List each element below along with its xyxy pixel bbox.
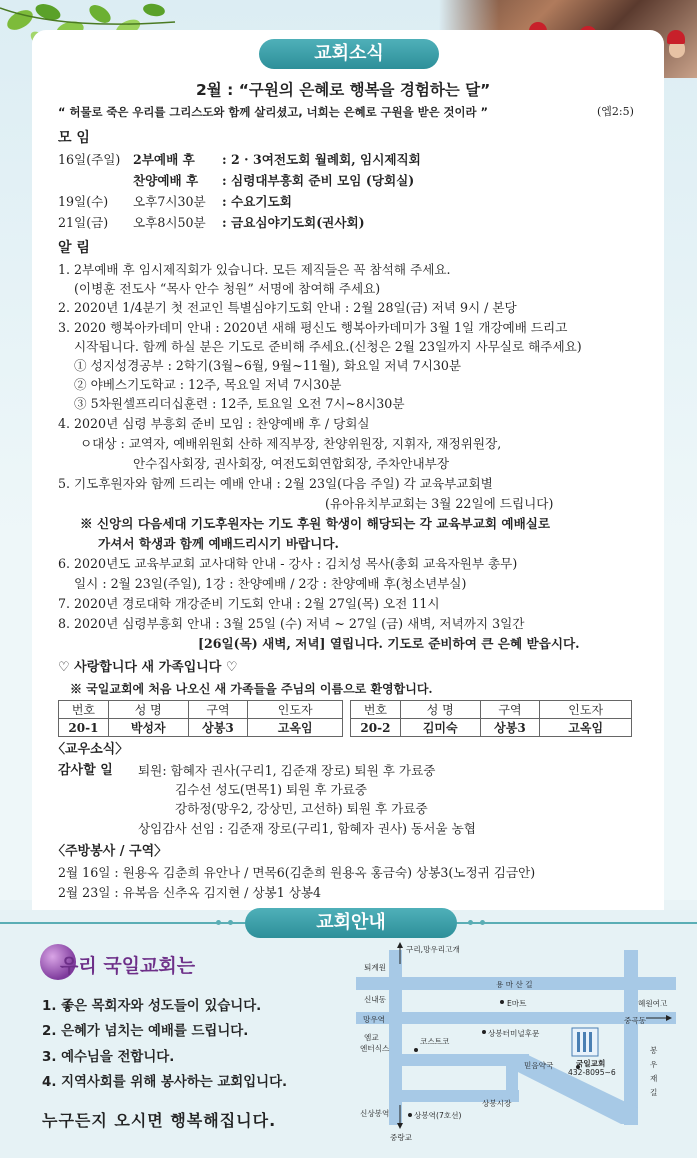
meeting-desc: : 심령대부흥회 준비 모임 (당회실) bbox=[222, 173, 415, 188]
member-news-heading: 〈교우소식〉 bbox=[52, 742, 129, 757]
church-title-text: 우리 국일교회는 bbox=[60, 955, 196, 977]
map-label: 엔터식스 bbox=[360, 1044, 390, 1053]
cell-district: 상봉3 bbox=[188, 719, 248, 737]
member-news-line: 상임감사 선임 : 김준재 장로(구리1, 함혜자 권사) 동서울 농협 bbox=[138, 821, 476, 836]
location-map bbox=[356, 940, 676, 1145]
member-news-line: 김수선 성도(면목1) 퇴원 후 가료중 bbox=[175, 782, 368, 797]
divider-dot bbox=[216, 920, 221, 925]
notice-line: ※ 신앙의 다음세대 기도후원자는 기도 후원 학생이 해당되는 각 교육부교회 예배실로 bbox=[80, 516, 551, 531]
map-label: 구리,망우리고개 bbox=[406, 945, 460, 954]
guide-item: 2. 은혜가 넘치는 예배를 드립니다. bbox=[42, 1024, 249, 1039]
notice-line: 1. 2부예배 후 임시제직회가 있습니다. 모든 제직들은 꼭 참석해 주세요. bbox=[58, 262, 451, 277]
meeting-time: 오후8시50분 bbox=[133, 215, 206, 230]
new-family-table-right bbox=[350, 700, 632, 737]
section-title-guide: 교회안내 bbox=[245, 908, 457, 938]
map-label: 엠교 bbox=[364, 1033, 379, 1042]
notice-line: 4. 2020년 심령 부흥회 준비 모임 : 찬양예배 후 / 당회실 bbox=[58, 416, 370, 431]
table-row bbox=[59, 719, 343, 737]
notice-line: 3. 2020 행복아카데미 안내 : 2020년 새해 평신도 행복아카데미가 3월 1일 개강예배 드리고 bbox=[58, 320, 568, 335]
map-label: 믿음약국 bbox=[524, 1061, 554, 1070]
column-header: 번호 bbox=[351, 701, 401, 719]
verse-ref: (엡2:5) bbox=[597, 105, 634, 118]
kitchen-line: 2월 16일 : 원용옥 김춘희 유안나 / 면목6(김춘희 원용옥 홍금숙) 상봉3(노정귀 김금안) bbox=[58, 865, 536, 880]
member-news-line: 퇴원: 함혜자 권사(구리1, 김준재 장로) 퇴원 후 가료중 bbox=[138, 763, 436, 778]
section-title-news: 교회소식 bbox=[259, 39, 439, 69]
map-label: 코스트코 bbox=[420, 1037, 450, 1046]
map-label: 상봉시장 bbox=[482, 1099, 512, 1108]
kitchen-heading: 〈주방봉사 / 구역〉 bbox=[52, 844, 168, 859]
guide-item: 1. 좋은 목회자와 성도들이 있습니다. bbox=[42, 999, 262, 1014]
column-header: 인도자 bbox=[540, 701, 632, 719]
meeting-desc: : 금요심야기도회(권사회) bbox=[222, 215, 365, 230]
month-title: 2월 : “구원의 은혜로 행복을 경험하는 달” bbox=[196, 81, 491, 99]
church-building-icon bbox=[572, 1028, 598, 1056]
notice-line: (유아유치부교회는 3월 22일에 드립니다) bbox=[325, 496, 554, 511]
meeting-time: 2부예배 후 bbox=[133, 152, 195, 167]
guide-item: 4. 지역사회를 위해 봉사하는 교회입니다. bbox=[42, 1075, 288, 1090]
meeting-time: 찬양예배 후 bbox=[133, 173, 199, 188]
column-header: 구역 bbox=[480, 701, 540, 719]
divider-dot bbox=[480, 920, 485, 925]
meeting-desc: : 2 · 3여전도회 월례회, 임시제직회 bbox=[222, 152, 421, 167]
map-label: 신내동 bbox=[364, 995, 387, 1004]
kitchen-line: 2월 23일 : 유복음 신추옥 김지현 / 상봉1 상봉4 bbox=[58, 885, 322, 900]
map-label: 상봉터미널후문 bbox=[488, 1029, 540, 1038]
column-header: 구역 bbox=[188, 701, 248, 719]
notice-line: 7. 2020년 경로대학 개강준비 기도회 안내 : 2월 27일(목) 오전 11시 bbox=[58, 596, 440, 611]
map-label: 432-8095~6 bbox=[568, 1068, 616, 1077]
map-label: 중곡동 bbox=[624, 1016, 647, 1025]
map-roads bbox=[356, 940, 676, 1145]
new-family-heading: ♡ 사랑합니다 새 가족입니다 ♡ bbox=[58, 660, 238, 675]
column-header: 성 명 bbox=[108, 701, 188, 719]
map-label: 퇴계원 bbox=[364, 963, 387, 972]
meeting-date: 21일(금) bbox=[58, 215, 109, 230]
map-label: 용 마 산 길 bbox=[496, 980, 533, 989]
map-label: 신상봉역 bbox=[360, 1109, 390, 1118]
notice-line: 8. 2020년 심령부흥회 안내 : 3월 25일 (수) 저녁 ~ 27일 (금) 새벽, 저녁까지 3일간 bbox=[58, 616, 525, 631]
column-header: 번호 bbox=[59, 701, 109, 719]
column-header: 성 명 bbox=[400, 701, 480, 719]
notice-line: ㅇ대상 : 교역자, 예배위원회 산하 제직부장, 찬양위원장, 지휘자, 재정위원장, bbox=[80, 436, 502, 451]
notice-line: 6. 2020년도 교육부교회 교사대학 안내 - 강사 : 김치성 목사(총회 교육자원부 총무) bbox=[58, 556, 518, 571]
map-label: 봉우재길 bbox=[650, 1046, 658, 1097]
cell-number: 20-1 bbox=[59, 719, 109, 737]
map-label: 중랑교 bbox=[390, 1133, 413, 1142]
notices-heading: 알 림 bbox=[58, 240, 90, 256]
cell-name: 김미숙 bbox=[400, 719, 480, 737]
map-label: 혜원여고 bbox=[638, 999, 668, 1008]
cell-name: 박성자 bbox=[108, 719, 188, 737]
notice-line: 5. 기도후원자와 함께 드리는 예배 안내 : 2월 23일(다음 주일) 각 교육부교회별 bbox=[58, 476, 493, 491]
notice-line: ① 성지성경공부 : 2학기(3월~6월, 9월~11월), 화요일 저녁 7시30분 bbox=[74, 358, 462, 373]
cell-guide: 고옥임 bbox=[248, 719, 343, 737]
welcome-text: 누구든지 오시면 행복해집니다. bbox=[42, 1111, 277, 1130]
table-row bbox=[351, 719, 632, 737]
verse-text: “ 허물로 죽은 우리를 그리스도와 함께 살리셨고, 너희는 은혜로 구원을 받은 것이라 ” bbox=[58, 105, 488, 119]
meeting-desc: : 수요기도회 bbox=[222, 194, 292, 209]
new-family-table-left bbox=[58, 700, 343, 737]
notice-line: 가셔서 학생과 함께 예배드리시기 바랍니다. bbox=[98, 536, 339, 551]
new-family-subtitle: ※ 국일교회에 처음 나오신 새 가족들을 주님의 이름으로 환영합니다. bbox=[70, 682, 433, 696]
column-header: 인도자 bbox=[248, 701, 343, 719]
guide-item: 3. 예수님을 전합니다. bbox=[42, 1050, 175, 1065]
map-label: 망우역 bbox=[363, 1015, 386, 1024]
meeting-date: 16일(주일) bbox=[58, 152, 121, 167]
map-label: E마트 bbox=[507, 999, 527, 1008]
cell-guide: 고옥임 bbox=[540, 719, 632, 737]
map-label: 상봉역(7호선) bbox=[414, 1111, 462, 1120]
notice-line: ③ 5차원셀프리더십훈련 : 12주, 토요일 오전 7시~8시30분 bbox=[74, 396, 405, 411]
notice-line: (이병훈 전도사 “목사 안수 청원” 서명에 참여해 주세요) bbox=[74, 281, 381, 296]
member-news-line: 강하정(망우2, 강상민, 고선하) 퇴원 후 가료중 bbox=[175, 801, 428, 816]
map-label: 국일교회 bbox=[576, 1059, 606, 1068]
cell-number: 20-2 bbox=[351, 719, 401, 737]
notice-line: 시작됩니다. 함께 하실 분은 기도로 준비해 주세요.(신청은 2월 23일까지 사무실로 해주세요) bbox=[74, 339, 582, 354]
church-title bbox=[40, 944, 220, 984]
notice-line: 안수집사회장, 권사회장, 여전도회연합회장, 주차안내부장 bbox=[133, 456, 449, 471]
notice-line: [26일(목) 새벽, 저녁] 열립니다. 기도로 준비하여 큰 은혜 받읍시다. bbox=[198, 636, 580, 651]
divider-dot bbox=[228, 920, 233, 925]
meeting-date: 19일(수) bbox=[58, 194, 109, 209]
notice-line: 일시 : 2월 23일(주일), 1강 : 찬양예배 / 2강 : 찬양예배 후(청소년부실) bbox=[74, 576, 467, 591]
notice-line: ② 야베스기도학교 : 12주, 목요일 저녁 7시30분 bbox=[74, 377, 342, 392]
meeting-time: 오후7시30분 bbox=[133, 194, 206, 209]
divider-dot bbox=[468, 920, 473, 925]
notice-line: 2. 2020년 1/4분기 첫 전교인 특별심야기도회 안내 : 2월 28일(금) 저녁 9시 / 본당 bbox=[58, 300, 517, 315]
meetings-heading: 모 임 bbox=[58, 130, 90, 146]
member-news-label: 감사할 일 bbox=[58, 763, 113, 778]
cell-district: 상봉3 bbox=[480, 719, 540, 737]
